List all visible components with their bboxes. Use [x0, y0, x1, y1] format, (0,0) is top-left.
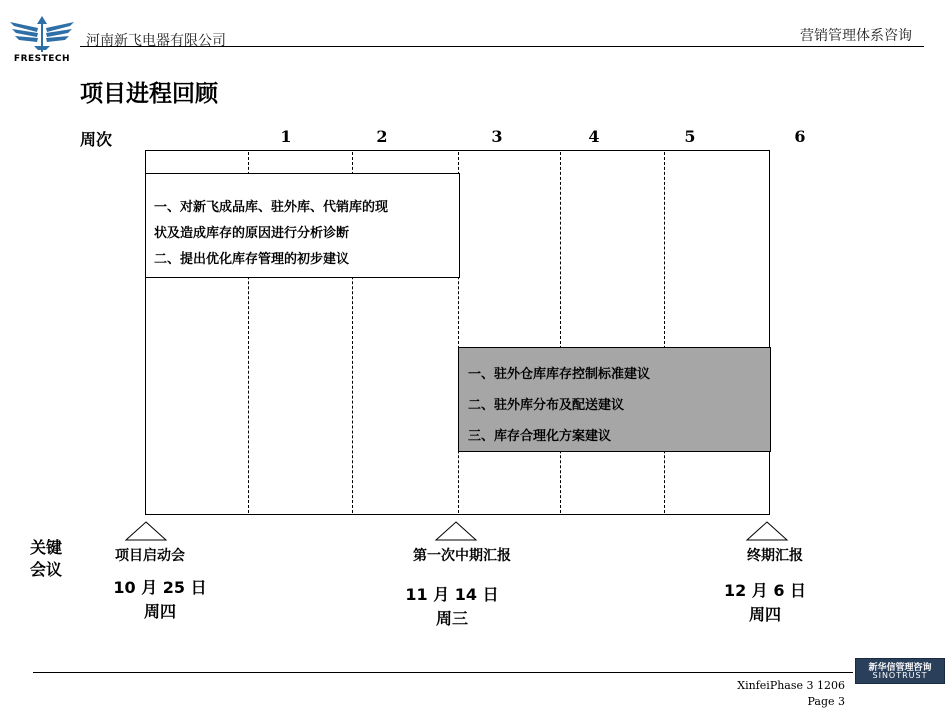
milestone-triangle-icon	[434, 521, 478, 541]
logo-text: FRESTECH	[13, 54, 71, 64]
key-meetings-label-line2: 会议	[30, 560, 63, 579]
phase1-line: 一、对新飞成品库、驻外库、代销库的现	[154, 200, 389, 215]
meeting-kickoff-name: 项目启动会	[115, 548, 185, 564]
milestone-triangle-icon	[745, 521, 789, 541]
meeting-date: 12 月 6 日	[723, 581, 807, 600]
page-title: 项目进程回顾	[80, 81, 218, 107]
milestone-triangle-icon	[124, 521, 168, 541]
key-meetings-label-line1: 关键	[30, 538, 63, 557]
phase2-line: 一、驻外仓库库存控制标准建议	[468, 367, 651, 382]
week-divider	[664, 152, 665, 513]
phase1-line: 状及造成库存的原因进行分析诊断	[154, 226, 350, 241]
phase1-box	[145, 173, 460, 278]
footer-divider	[33, 672, 853, 673]
meeting-final-name: 终期汇报	[747, 548, 803, 564]
phase2-box	[458, 347, 771, 452]
week-divider	[560, 152, 561, 513]
phase2-line: 三、库存合理化方案建议	[468, 429, 612, 444]
meeting-weekday: 周四	[748, 605, 781, 624]
key-meetings-label	[30, 537, 62, 581]
week-number-2: 2	[376, 127, 388, 146]
footer-page: Page 3	[807, 695, 845, 708]
phase2-line: 二、驻外库分布及配送建议	[468, 398, 625, 413]
frestech-logo	[6, 12, 78, 64]
meeting-weekday: 周四	[143, 602, 176, 621]
eagle-wings-icon	[6, 12, 78, 64]
company-name: 河南新飞电器有限公司	[86, 33, 226, 49]
week-number-4: 4	[588, 127, 600, 146]
badge-en: SINOTRUST	[872, 671, 928, 680]
meeting-weekday: 周三	[435, 609, 468, 628]
week-number-5: 5	[684, 127, 696, 146]
meeting-midterm-date	[392, 583, 512, 631]
badge-cn: 新华信管理咨询	[868, 663, 932, 673]
weeks-label: 周次	[80, 130, 113, 149]
week-number-6: 6	[794, 127, 806, 146]
meeting-date: 10 月 25 日	[113, 578, 207, 597]
footer-text	[737, 678, 845, 710]
footer-ref: XinfeiPhase 3 1206	[737, 679, 845, 692]
meeting-midterm-name: 第一次中期汇报	[413, 548, 511, 564]
phase1-line: 二、提出优化库存管理的初步建议	[154, 252, 350, 267]
meeting-final-date	[705, 579, 825, 627]
meeting-kickoff-date	[100, 576, 220, 624]
week-number-3: 3	[491, 127, 503, 146]
sinotrust-badge	[855, 658, 945, 684]
consulting-title: 营销管理体系咨询	[800, 28, 912, 44]
meeting-date: 11 月 14 日	[405, 585, 499, 604]
header-divider	[80, 46, 924, 47]
week-number-1: 1	[280, 127, 292, 146]
